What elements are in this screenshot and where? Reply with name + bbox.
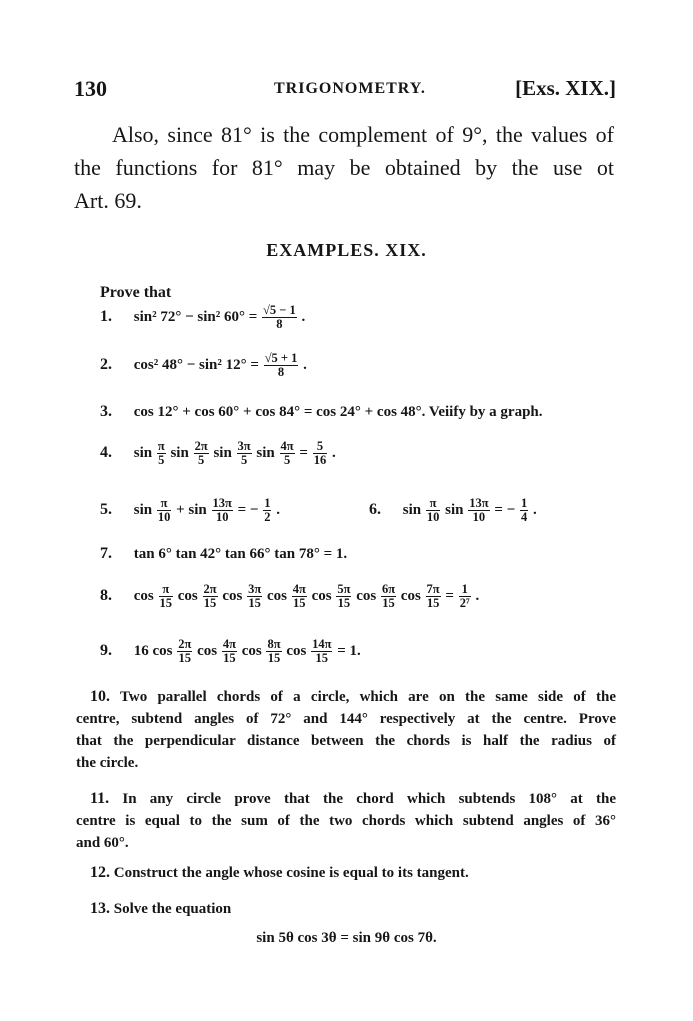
numerator: 7π	[426, 582, 440, 596]
example-number: 5.	[100, 500, 112, 518]
denominator: 15	[159, 596, 172, 610]
numerator: 1	[520, 496, 528, 510]
fraction	[280, 440, 295, 467]
paragraph-line	[76, 898, 616, 920]
example-13	[76, 898, 616, 920]
fraction	[194, 440, 209, 467]
page-number: 130	[74, 76, 107, 101]
example-9	[100, 638, 361, 665]
example-3	[100, 403, 543, 421]
denominator: 15	[223, 651, 236, 665]
example-number: 3.	[100, 403, 112, 420]
math-text: sin	[402, 501, 422, 518]
denominator: 15	[248, 596, 261, 610]
example-8	[100, 583, 479, 610]
paragraph-line: centre, subtend angles of 72° and 144° respectively at the centre. Prove	[76, 711, 616, 727]
math-text: cos	[197, 642, 218, 659]
example-number: 11.	[90, 790, 110, 807]
math-text: cos 12° + cos 60° + cos 84° = cos 24° + cos 48°. Veiify by a graph.	[133, 404, 543, 420]
numerator: 14π	[312, 637, 332, 651]
denominator: 8	[277, 365, 285, 379]
denominator: 15	[178, 651, 192, 665]
math-text: cos² 48° − sin² 12° =	[133, 356, 259, 373]
example-number: 4.	[100, 443, 112, 461]
example-number: 13.	[90, 900, 110, 917]
fraction	[311, 638, 332, 665]
numerator: √5 − 1	[263, 303, 296, 317]
denominator: 10	[472, 510, 486, 524]
paragraph-line: the circle.	[76, 755, 139, 771]
denominator: 8	[276, 317, 283, 331]
math-text: = 1.	[337, 642, 361, 659]
numerator: 4π	[292, 582, 306, 596]
denominator: 2	[264, 510, 271, 524]
intro-line: the functions for 81° may be obtained by the use ot	[74, 155, 614, 180]
math-text: cos	[177, 587, 198, 604]
denominator: 15	[426, 596, 440, 610]
paragraph-text: Solve the equation	[113, 901, 232, 917]
math-text: sin	[170, 444, 189, 461]
denominator: 15	[267, 651, 281, 665]
math-text: .	[303, 356, 307, 373]
math-text: .	[475, 587, 480, 604]
numerator: 6π	[381, 582, 396, 596]
fraction	[262, 304, 297, 331]
paragraph-line	[76, 686, 616, 708]
example-number: 9.	[100, 641, 112, 659]
math-text: .	[301, 308, 306, 325]
fraction	[520, 497, 528, 524]
numerator: 2π	[178, 637, 192, 651]
numerator: 8π	[267, 637, 281, 651]
denominator: 15	[293, 596, 306, 610]
math-text: .	[276, 501, 280, 518]
example-number: 12.	[90, 864, 110, 881]
math-text: =	[299, 444, 308, 461]
math-text: sin² 72° − sin² 60° =	[133, 308, 258, 325]
fraction	[203, 583, 218, 610]
denominator: 15	[337, 596, 351, 610]
example-4	[100, 440, 336, 467]
fraction	[222, 638, 237, 665]
section-label: [Exs. XIX.]	[515, 76, 616, 100]
numerator: 2π	[203, 582, 217, 596]
numerator: 3π	[237, 439, 251, 453]
denominator: 10	[157, 510, 171, 524]
denominator: 2⁷	[459, 596, 470, 610]
math-text: = −	[494, 501, 516, 518]
denominator: 5	[158, 453, 165, 467]
running-title: TRIGONOMETRY.	[274, 80, 426, 97]
math-text: =	[445, 587, 454, 604]
math-text: .	[532, 501, 537, 518]
denominator: 5	[240, 453, 248, 467]
fraction	[459, 583, 471, 610]
math-text: cos	[222, 587, 243, 604]
numerator: 4π	[280, 439, 294, 453]
fraction	[157, 440, 166, 467]
math-text: cos	[241, 642, 262, 659]
example-10	[76, 686, 616, 774]
math-text: sin	[133, 501, 153, 518]
numerator: 4π	[222, 637, 236, 651]
math-text: .	[331, 444, 336, 461]
paragraph-text: In any circle prove that the chord which subtends 108° at the	[122, 791, 616, 807]
denominator: 15	[315, 651, 328, 665]
fraction	[292, 583, 307, 610]
paragraph-line: and 60°.	[76, 835, 129, 851]
fraction	[157, 497, 172, 524]
paragraph-text: Construct the angle whose cosine is equal to its tangent.	[113, 865, 469, 881]
numerator: 5	[313, 440, 328, 454]
example-number: 6.	[369, 500, 381, 518]
denominator: 15	[203, 596, 217, 610]
denominator: 10	[215, 510, 229, 524]
paragraph-line	[76, 788, 616, 810]
numerator: 1	[264, 496, 271, 510]
example-number: 7.	[100, 545, 112, 562]
math-text: + sin	[176, 501, 207, 518]
fraction	[381, 583, 396, 610]
numerator: π	[157, 497, 172, 511]
example-1	[100, 304, 305, 331]
math-text: sin	[213, 444, 232, 461]
denominator: 10	[426, 510, 440, 524]
denominator: 15	[382, 596, 395, 610]
paragraph-text: Two parallel chords of a circle, which are on the same side of the	[119, 689, 617, 705]
fraction	[177, 638, 192, 665]
fraction	[468, 497, 489, 524]
fraction	[264, 352, 299, 379]
math-text: 16 cos	[133, 642, 173, 659]
numerator: π	[157, 439, 165, 453]
example-number: 8.	[100, 586, 112, 604]
intro-paragraph	[74, 118, 614, 217]
math-text: cos	[356, 587, 377, 604]
example-2	[100, 352, 307, 379]
example-6	[369, 497, 537, 524]
fraction	[266, 638, 281, 665]
paragraph-line: that the perpendicular distance between the chords is half the radius of	[76, 733, 616, 749]
fraction	[159, 583, 174, 610]
paragraph-line: centre is equal to the sum of the two chords which subtend angles of 36°	[76, 813, 616, 829]
math-text: sin	[445, 501, 464, 518]
numerator: 13π	[212, 496, 232, 510]
numerator: 3π	[248, 582, 262, 596]
example-7	[100, 545, 347, 563]
math-text: sin	[256, 444, 275, 461]
prove-that-label: Prove that	[100, 284, 172, 301]
math-text: cos	[266, 587, 287, 604]
math-text: tan 6° tan 42° tan 66° tan 78° = 1.	[133, 546, 348, 562]
example-11	[76, 788, 616, 854]
math-text: sin	[133, 444, 153, 461]
math-text: = −	[237, 501, 259, 518]
fraction	[426, 497, 441, 524]
numerator: 13π	[469, 496, 489, 510]
example-5	[100, 497, 280, 524]
numerator: 1	[459, 583, 471, 597]
intro-line: Also, since 81° is the complement of 9°, the values of	[112, 122, 614, 147]
fraction	[237, 440, 252, 467]
example-number: 2.	[100, 355, 112, 373]
math-text: cos	[400, 587, 421, 604]
numerator: π	[159, 583, 174, 597]
denominator: 5	[283, 453, 291, 467]
numerator: π	[426, 497, 441, 511]
denominator: 16	[313, 453, 327, 467]
example-number: 1.	[100, 307, 112, 325]
numerator: √5 + 1	[264, 351, 298, 365]
fraction	[313, 440, 328, 467]
math-text: cos	[286, 642, 307, 659]
math-text: cos	[311, 587, 332, 604]
example-12	[76, 862, 616, 884]
example-number: 10.	[90, 688, 110, 705]
paragraph-line	[76, 862, 616, 884]
fraction	[263, 497, 271, 524]
fraction	[426, 583, 441, 610]
fraction	[212, 497, 233, 524]
numerator: 5π	[337, 582, 351, 596]
denominator: 5	[198, 453, 205, 467]
display-equation: sin 5θ cos 3θ = sin 9θ cos 7θ.	[256, 930, 437, 946]
page-header	[74, 76, 616, 104]
numerator: 2π	[194, 439, 208, 453]
examples-heading: EXAMPLES. XIX.	[266, 240, 427, 260]
denominator: 4	[520, 510, 528, 524]
fraction	[247, 583, 262, 610]
math-text: cos	[133, 587, 154, 604]
fraction	[336, 583, 351, 610]
intro-line: Art. 69.	[74, 188, 142, 213]
